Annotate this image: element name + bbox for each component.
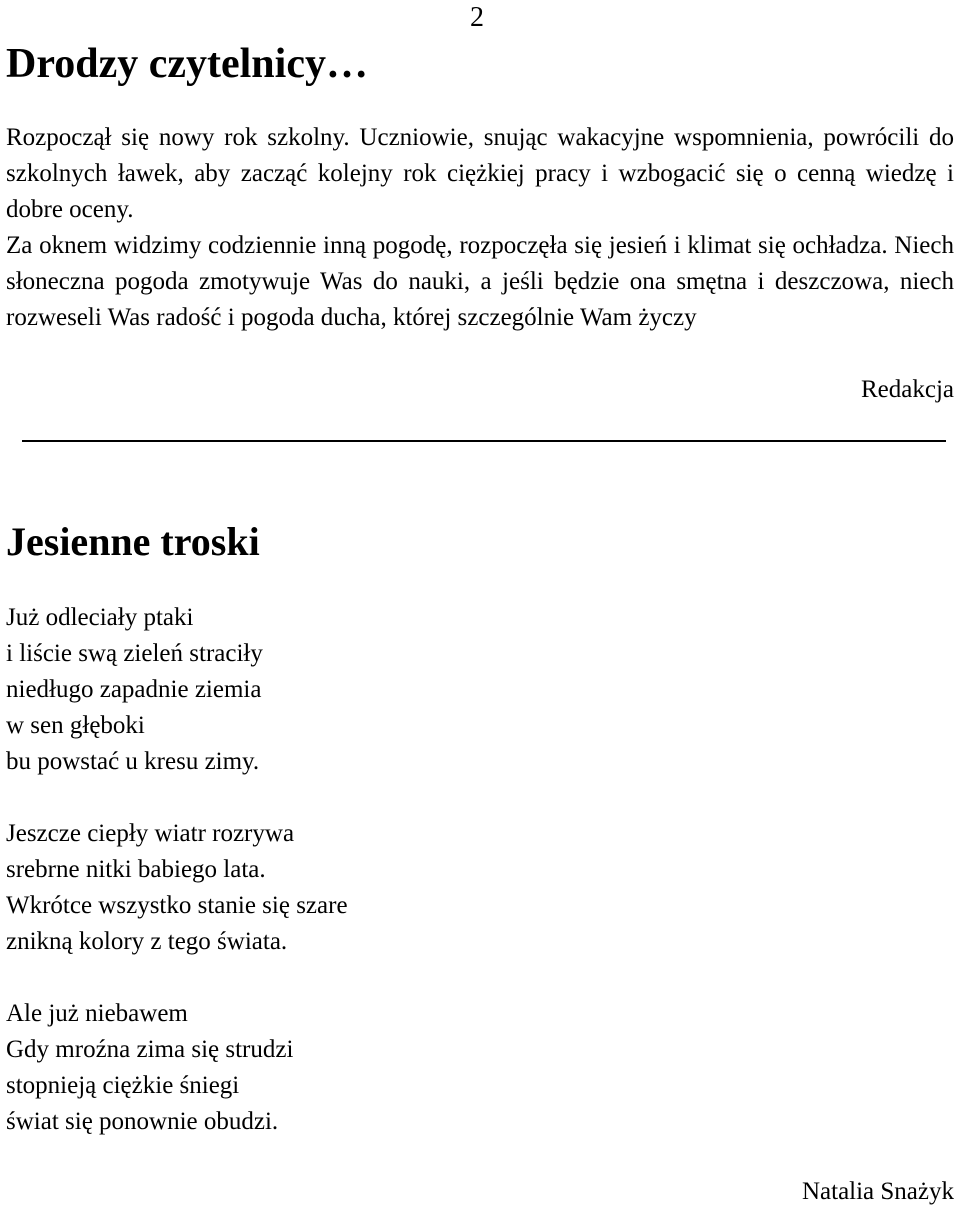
poem-stanza-3 xyxy=(6,996,348,1140)
intro-paragraph-1: Rozpoczął się nowy rok szkolny. Uczniowie, snując wakacyjne wspomnienia, powrócili do szkolnych ławek, aby zacząć kolejny rok ciężkiej pracy i wzbogacić się o cenną wiedzę i dobre oceny. xyxy=(6,124,954,223)
editorial-signature: Redakcja xyxy=(860,376,954,403)
poem-line: stopnieją ciężkie śniegi xyxy=(6,1072,240,1099)
poem-title: Jesienne troski xyxy=(6,519,260,564)
poem-body xyxy=(6,600,348,1176)
intro-paragraph-2: Za oknem widzimy codziennie inną pogodę, rozpoczęła się jesień i klimat się ochładza. Niech słoneczna pogoda zmotywuje Was do nauki, a jeśli będzie ona smętna i deszczowa, niech rozweseli Was radość i pogoda ducha, której szczególnie Wam życzy xyxy=(6,232,954,331)
poem-line: niedługo zapadnie ziemia xyxy=(6,676,262,703)
intro-text xyxy=(6,120,954,336)
poem-line: srebrne nitki babiego lata. xyxy=(6,856,266,883)
poem-stanza-2 xyxy=(6,816,348,960)
poem-line: Gdy mroźna zima się strudzi xyxy=(6,1036,294,1063)
poem-line: i liście swą zieleń straciły xyxy=(6,640,263,667)
poem-line: w sen głęboki xyxy=(6,712,145,739)
poem-line: bu powstać u kresu zimy. xyxy=(6,748,260,775)
page-title: Drodzy czytelnicy… xyxy=(6,41,368,87)
poem-line: Ale już niebawem xyxy=(6,1000,188,1027)
poem-line: znikną kolory z tego świata. xyxy=(6,928,288,955)
poem-line: Jeszcze ciepły wiatr rozrywa xyxy=(6,820,295,847)
poem-author: Natalia Snażyk xyxy=(801,1178,954,1205)
page-number: 2 xyxy=(470,2,484,33)
poem-stanza-1 xyxy=(6,600,348,780)
poem-line: Już odleciały ptaki xyxy=(6,604,194,631)
poem-line: świat się ponownie obudzi. xyxy=(6,1108,279,1135)
poem-line: Wkrótce wszystko stanie się szare xyxy=(6,892,348,919)
section-divider xyxy=(22,440,946,442)
